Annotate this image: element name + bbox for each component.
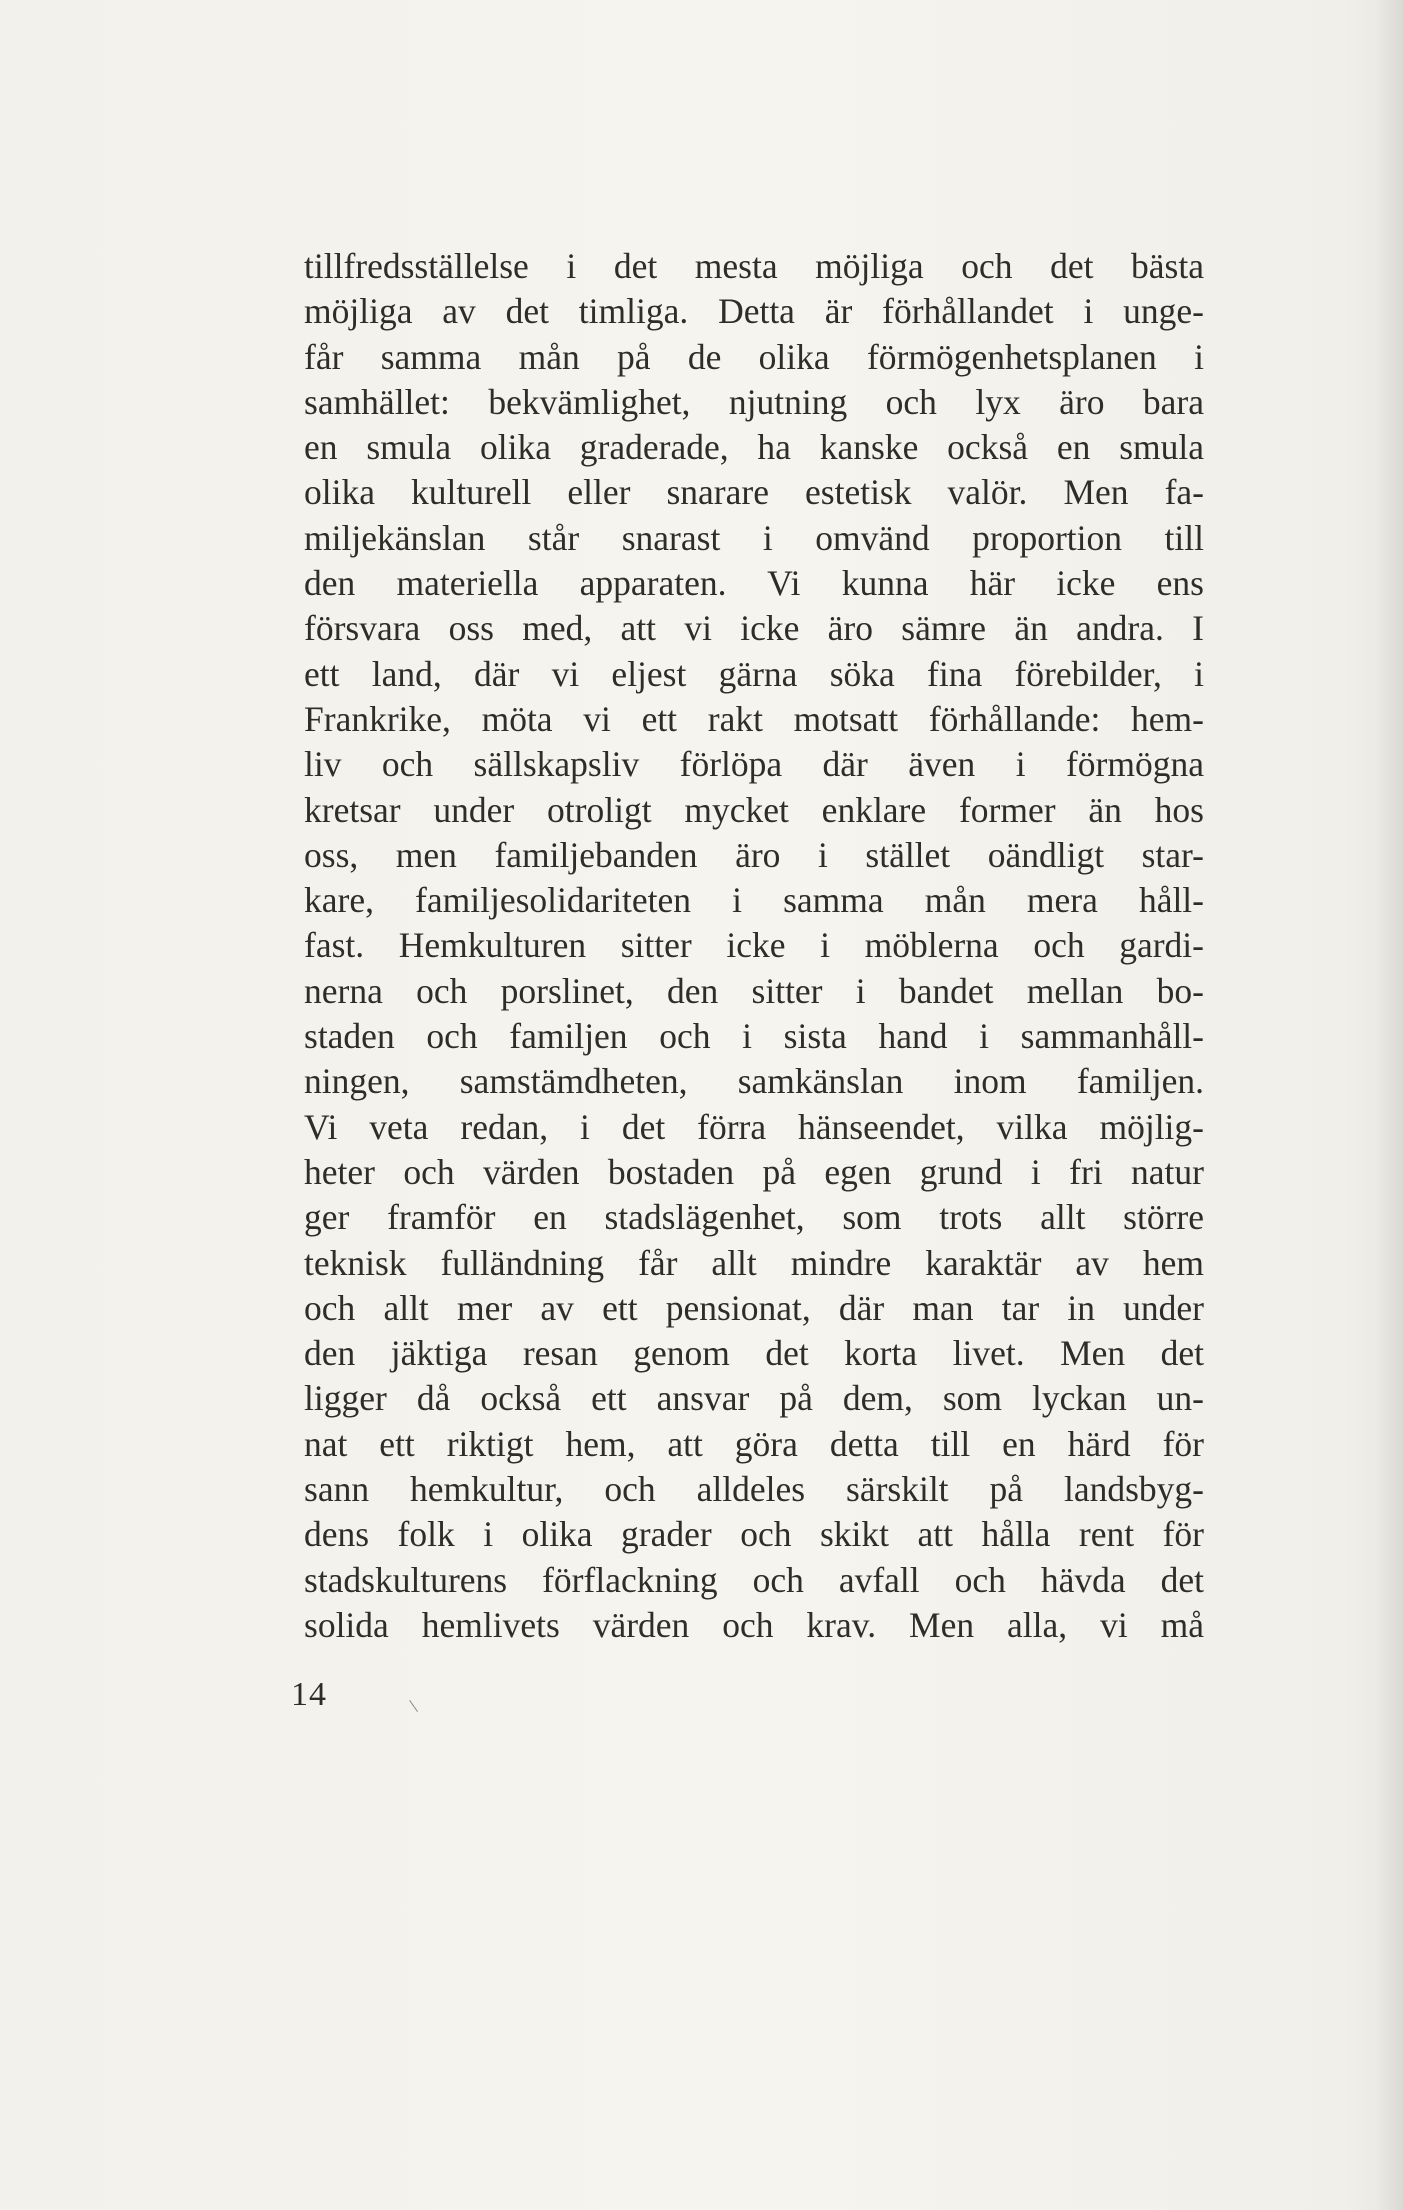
text-line: miljekänslan står snarast i omvänd proportion till xyxy=(304,517,1204,558)
pencil-mark xyxy=(410,1700,422,1712)
text-line: försvara oss med, att vi icke äro sämre än andra. I xyxy=(304,608,1204,649)
text-line: solida hemlivets värden och krav. Men alla, vi må xyxy=(304,1604,1204,1645)
text-line: nat ett riktigt hem, att göra detta till en härd för xyxy=(304,1423,1204,1464)
text-line: heter och värden bostaden på egen grund i fri natur xyxy=(304,1151,1204,1192)
text-line: ger framför en stadslägenhet, som trots allt större xyxy=(304,1197,1204,1238)
page-edge-shadow xyxy=(1377,0,1403,2210)
text-line: samhället: bekvämlighet, njutning och lyx äro bara xyxy=(304,381,1204,422)
text-line: och allt mer av ett pensionat, där man tar in under xyxy=(304,1287,1204,1328)
page-number: 14 xyxy=(291,1676,327,1713)
text-line: olika kulturell eller snarare estetisk valör. Men fa- xyxy=(304,472,1204,513)
text-line: nerna och porslinet, den sitter i bandet mellan bo- xyxy=(304,970,1204,1011)
body-text xyxy=(304,244,1204,1648)
text-line: fast. Hemkulturen sitter icke i möblerna och gardi- xyxy=(304,925,1204,966)
text-line: teknisk fulländning får allt mindre karaktär av hem xyxy=(304,1242,1204,1283)
text-line: ligger då också ett ansvar på dem, som lyckan un- xyxy=(304,1378,1204,1419)
text-line: ett land, där vi eljest gärna söka fina förebilder, i xyxy=(304,653,1204,694)
text-line: staden och familjen och i sista hand i sammanhåll- xyxy=(304,1016,1204,1057)
text-line: liv och sällskapsliv förlöpa där även i förmögna xyxy=(304,744,1204,785)
text-line: den materiella apparaten. Vi kunna här icke ens xyxy=(304,563,1204,604)
text-line: möjliga av det timliga. Detta är förhållandet i unge- xyxy=(304,291,1204,332)
text-line: tillfredsställelse i det mesta möjliga och det bästa xyxy=(304,246,1204,286)
text-line: får samma mån på de olika förmögenhetsplanen i xyxy=(304,336,1204,377)
text-line: sann hemkultur, och alldeles särskilt på landsbyg- xyxy=(304,1469,1204,1510)
text-line: Vi veta redan, i det förra hänseendet, vilka möjlig- xyxy=(304,1106,1204,1147)
text-line: kare, familjesolidariteten i samma mån mera håll- xyxy=(304,880,1204,921)
text-line: stadskulturens förflackning och avfall och hävda det xyxy=(304,1559,1204,1600)
text-line: den jäktiga resan genom det korta livet. Men det xyxy=(304,1333,1204,1374)
text-line: kretsar under otroligt mycket enklare former än hos xyxy=(304,789,1204,830)
text-line: ningen, samstämdheten, samkänslan inom familjen. xyxy=(304,1061,1204,1102)
text-line: en smula olika graderade, ha kanske också en smula xyxy=(304,427,1204,468)
text-line: dens folk i olika grader och skikt att hålla rent för xyxy=(304,1514,1204,1555)
text-line: Frankrike, möta vi ett rakt motsatt förhållande: hem- xyxy=(304,698,1204,739)
text-line: oss, men familjebanden äro i stället oändligt star- xyxy=(304,834,1204,875)
